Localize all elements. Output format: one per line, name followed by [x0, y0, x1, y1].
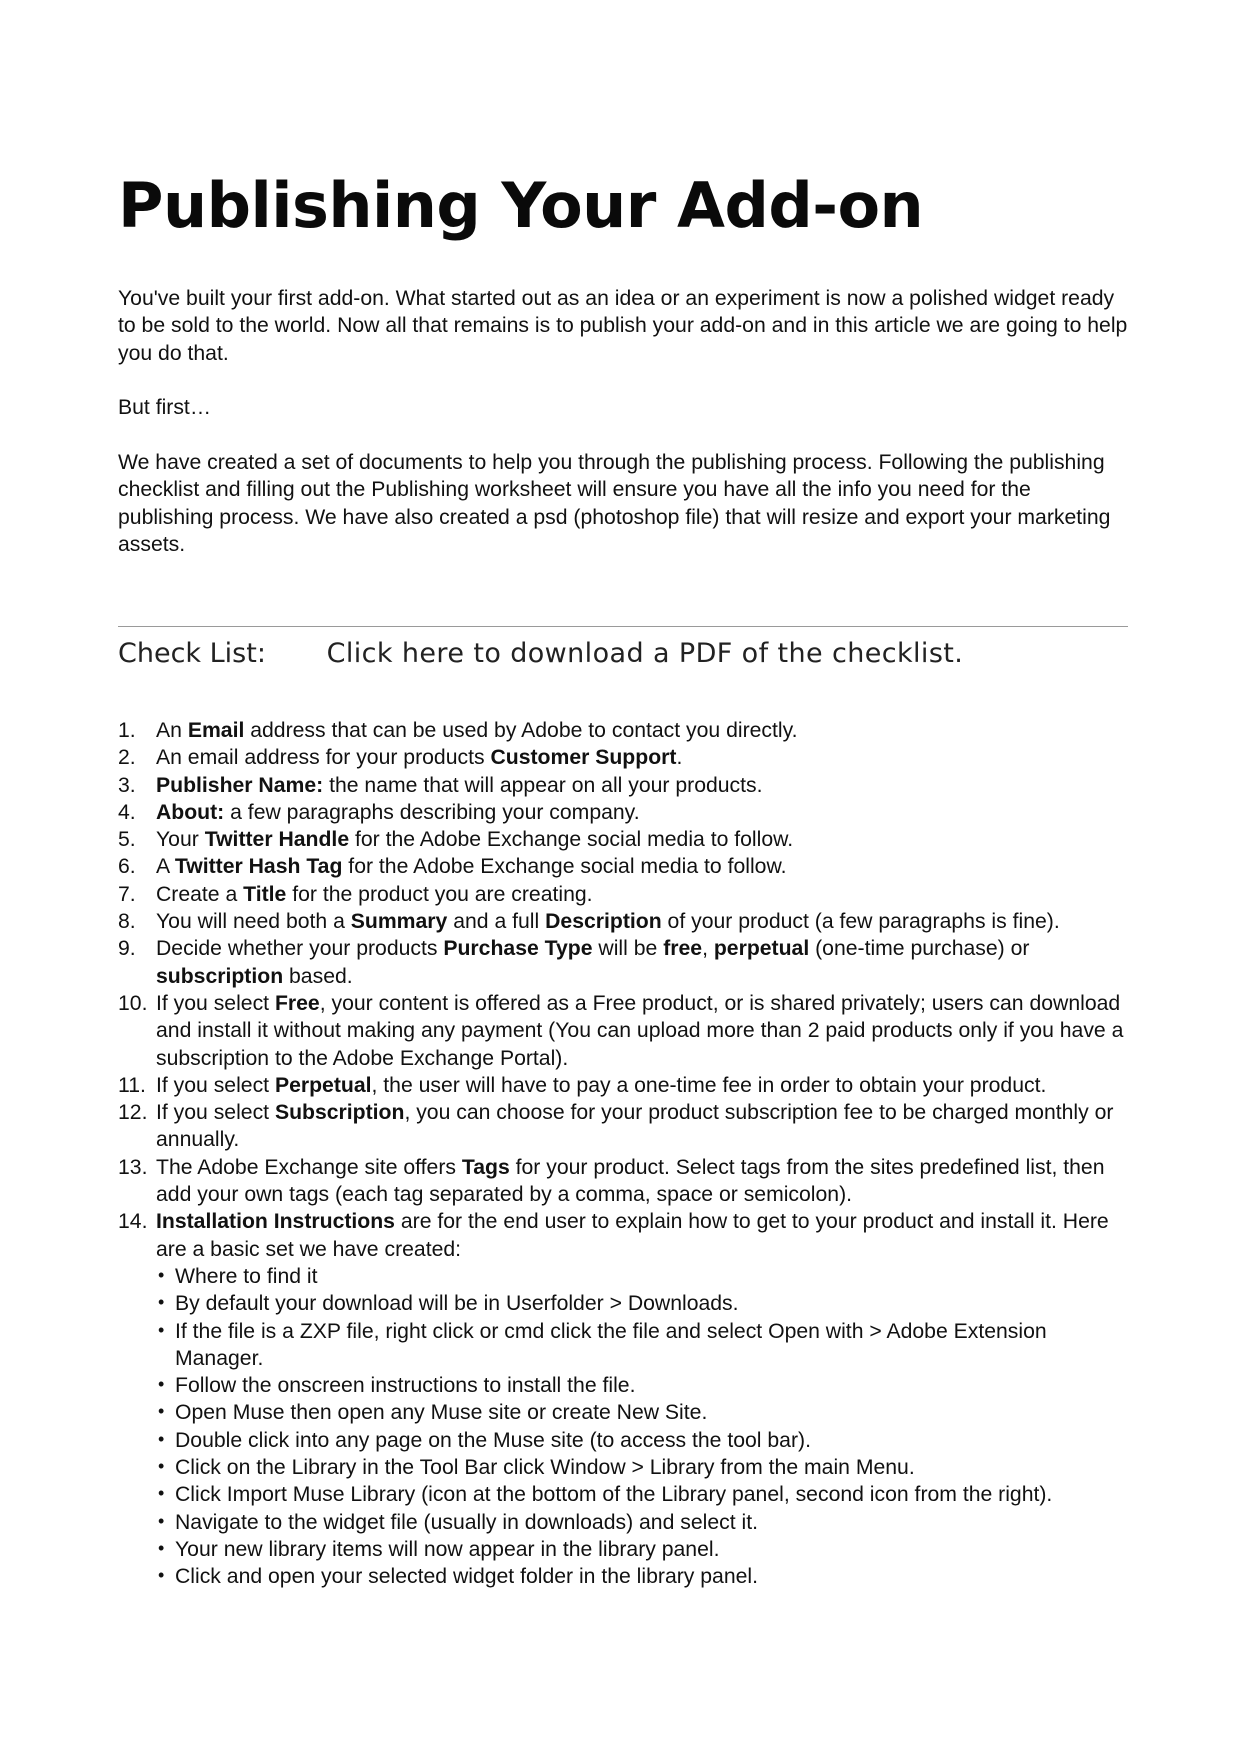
checklist-list — [118, 717, 1128, 1591]
bullet-icon: • — [158, 1319, 165, 1340]
item-number: 6. — [118, 855, 136, 879]
item-bold: Free — [274, 991, 320, 1015]
install-step — [156, 1509, 1128, 1536]
bullet-icon: • — [158, 1264, 165, 1285]
item-text: for the product you are creating. — [286, 882, 593, 906]
item-bold: Twitter Handle — [204, 828, 350, 852]
item-text: will be — [592, 937, 664, 961]
item-number: 13. — [118, 1155, 148, 1179]
install-step-text: If the file is a ZXP file, right click or cmd click the file and select Open with > Adobe Extension Manager. — [175, 1319, 1047, 1370]
installation-steps-list — [156, 1263, 1128, 1591]
install-step-text: Your new library items will now appear in the library panel. — [175, 1537, 720, 1561]
download-checklist-link[interactable]: Click here to download a PDF of the checklist. — [326, 638, 964, 669]
checklist-item — [118, 772, 1128, 799]
item-number: 8. — [118, 910, 136, 934]
intro-but-first: But first… — [118, 396, 212, 419]
checklist-item — [118, 1208, 1128, 1590]
item-text: Create a — [156, 882, 244, 906]
bullet-icon: • — [158, 1374, 165, 1395]
checklist-item — [118, 717, 1128, 744]
item-bold: Description — [545, 910, 662, 934]
checklist-item — [118, 1154, 1128, 1209]
install-step — [156, 1563, 1128, 1590]
item-bold: Twitter Hash Tag — [174, 855, 343, 879]
item-text: A — [156, 855, 175, 879]
install-step-text: Click and open your selected widget folder in the library panel. — [175, 1565, 758, 1589]
install-step-text: By default your download will be in Userfolder > Downloads. — [175, 1292, 739, 1316]
item-number: 3. — [118, 773, 136, 797]
checklist-item — [118, 1099, 1128, 1154]
item-text: for the Adobe Exchange social media to follow. — [342, 855, 787, 879]
item-bold: Email — [187, 719, 245, 742]
install-step-text: Navigate to the widget file (usually in downloads) and select it. — [175, 1510, 758, 1534]
item-text: Decide whether your products — [156, 937, 444, 961]
item-text: for your product. Select tags from the sites predefined list, then add your own tags (each tag separated by a comma, space or semicolon). — [156, 1155, 1105, 1207]
item-text: , — [702, 937, 714, 961]
install-step — [156, 1372, 1128, 1399]
item-bold: Publisher Name: — [156, 773, 324, 797]
item-bold: Tags — [461, 1155, 510, 1179]
item-text: the name that will appear on all your products. — [323, 773, 763, 797]
item-text: The Adobe Exchange site offers — [156, 1155, 462, 1179]
install-step-text: Click Import Muse Library (icon at the bottom of the Library panel, second icon from the right). — [175, 1483, 1053, 1507]
item-text: An — [156, 719, 188, 742]
item-text: An email address for your products — [156, 746, 491, 770]
item-number: 7. — [118, 882, 136, 906]
section-divider — [118, 626, 1128, 627]
item-bold: About: — [156, 800, 225, 824]
bullet-icon: • — [158, 1456, 165, 1477]
install-step-text: Click on the Library in the Tool Bar click Window > Library from the main Menu. — [175, 1456, 915, 1480]
item-number: 9. — [118, 937, 136, 961]
checklist-item — [118, 826, 1128, 853]
checklist-item — [118, 744, 1128, 771]
item-bold: Subscription — [274, 1101, 405, 1125]
install-step — [156, 1536, 1128, 1563]
install-step — [156, 1263, 1128, 1290]
intro-paragraph: You've built your first add-on. What started out as an idea or an experiment is now a polished widget ready to be sold to the world. Now all that remains is to publish your add-on and in this article we are going to help you do that. — [118, 287, 1128, 365]
install-step — [156, 1290, 1128, 1317]
item-number: 5. — [118, 828, 136, 852]
bullet-icon: • — [158, 1565, 165, 1586]
install-step-text: Follow the onscreen instructions to install the file. — [175, 1374, 636, 1398]
item-bold: subscription — [156, 964, 284, 988]
install-step — [156, 1454, 1128, 1481]
install-step — [156, 1427, 1128, 1454]
item-text: (one-time purchase) or — [809, 937, 1030, 961]
item-text: . — [676, 746, 683, 770]
item-bold: Installation Instructions — [156, 1210, 395, 1234]
item-text: If you select — [156, 1073, 275, 1097]
item-text: If you select — [156, 991, 275, 1015]
item-number: 1. — [118, 719, 136, 742]
checklist-item — [118, 799, 1128, 826]
install-step — [156, 1318, 1128, 1373]
bullet-icon: • — [158, 1537, 165, 1558]
item-text: , you can choose for your product subscription fee to be charged monthly or annually. — [156, 1101, 1114, 1152]
page-title: Publishing Your Add-on — [118, 169, 924, 242]
checklist-item — [118, 1072, 1128, 1099]
item-text: a few paragraphs describing your company. — [224, 800, 640, 824]
bullet-icon: • — [158, 1428, 165, 1449]
install-step — [156, 1399, 1128, 1426]
install-step-text: Where to find it — [175, 1264, 318, 1288]
item-bold: perpetual — [713, 937, 810, 961]
item-text: and a full — [447, 910, 546, 934]
item-text: are for the end user to explain how to get to your product and install it. Here are a basic set we have created: — [156, 1210, 1109, 1261]
checklist-item — [118, 990, 1128, 1072]
install-step-text: Double click into any page on the Muse site (to access the tool bar). — [175, 1428, 811, 1452]
item-number: 4. — [118, 800, 136, 824]
checklist-item — [118, 908, 1128, 935]
item-text: , your content is offered as a Free product, or is shared privately; users can download and install it without making any payment (You can upload more than 2 paid products only if you have a subscription to the Adobe Exchange Portal). — [156, 991, 1124, 1070]
item-text: Your — [156, 828, 205, 852]
item-number: 11. — [118, 1073, 146, 1097]
bullet-icon: • — [158, 1401, 165, 1422]
item-number: 10. — [118, 991, 148, 1015]
item-bold: free — [663, 937, 703, 961]
item-text: of your product (a few paragraphs is fine). — [661, 910, 1060, 934]
bullet-icon: • — [158, 1483, 165, 1504]
item-text: address that can be used by Adobe to contact you directly. — [244, 719, 798, 742]
checklist-item — [118, 853, 1128, 880]
item-text: , the user will have to pay a one-time fee in order to obtain your product. — [371, 1073, 1047, 1097]
install-step-text: Open Muse then open any Muse site or create New Site. — [175, 1401, 708, 1425]
item-bold: Title — [243, 882, 287, 906]
checklist-item — [118, 881, 1128, 908]
item-text: If you select — [156, 1101, 275, 1125]
item-bold: Customer Support — [490, 746, 677, 770]
bullet-icon: • — [158, 1292, 165, 1313]
checklist-item — [118, 935, 1128, 990]
item-number: 12. — [118, 1101, 148, 1125]
intro-documents-paragraph: We have created a set of documents to help you through the publishing process. Following the publishing checklist and filling out the Publishing worksheet will ensure you have all the info you need for the publishing process. We have also created a psd (photoshop file) that will resize and export your marketing assets. — [118, 451, 1111, 556]
item-number: 14. — [118, 1210, 148, 1234]
item-bold: Perpetual — [274, 1073, 372, 1097]
checklist-header — [118, 635, 963, 673]
item-text: for the Adobe Exchange social media to follow. — [349, 828, 794, 852]
item-text: based. — [283, 964, 353, 988]
bullet-icon: • — [158, 1510, 165, 1531]
item-bold: Summary — [350, 910, 448, 934]
item-bold: Purchase Type — [443, 937, 593, 961]
item-number: 2. — [118, 746, 136, 770]
checklist-label: Check List: — [118, 638, 266, 669]
install-step — [156, 1481, 1128, 1508]
item-text: You will need both a — [156, 910, 351, 934]
